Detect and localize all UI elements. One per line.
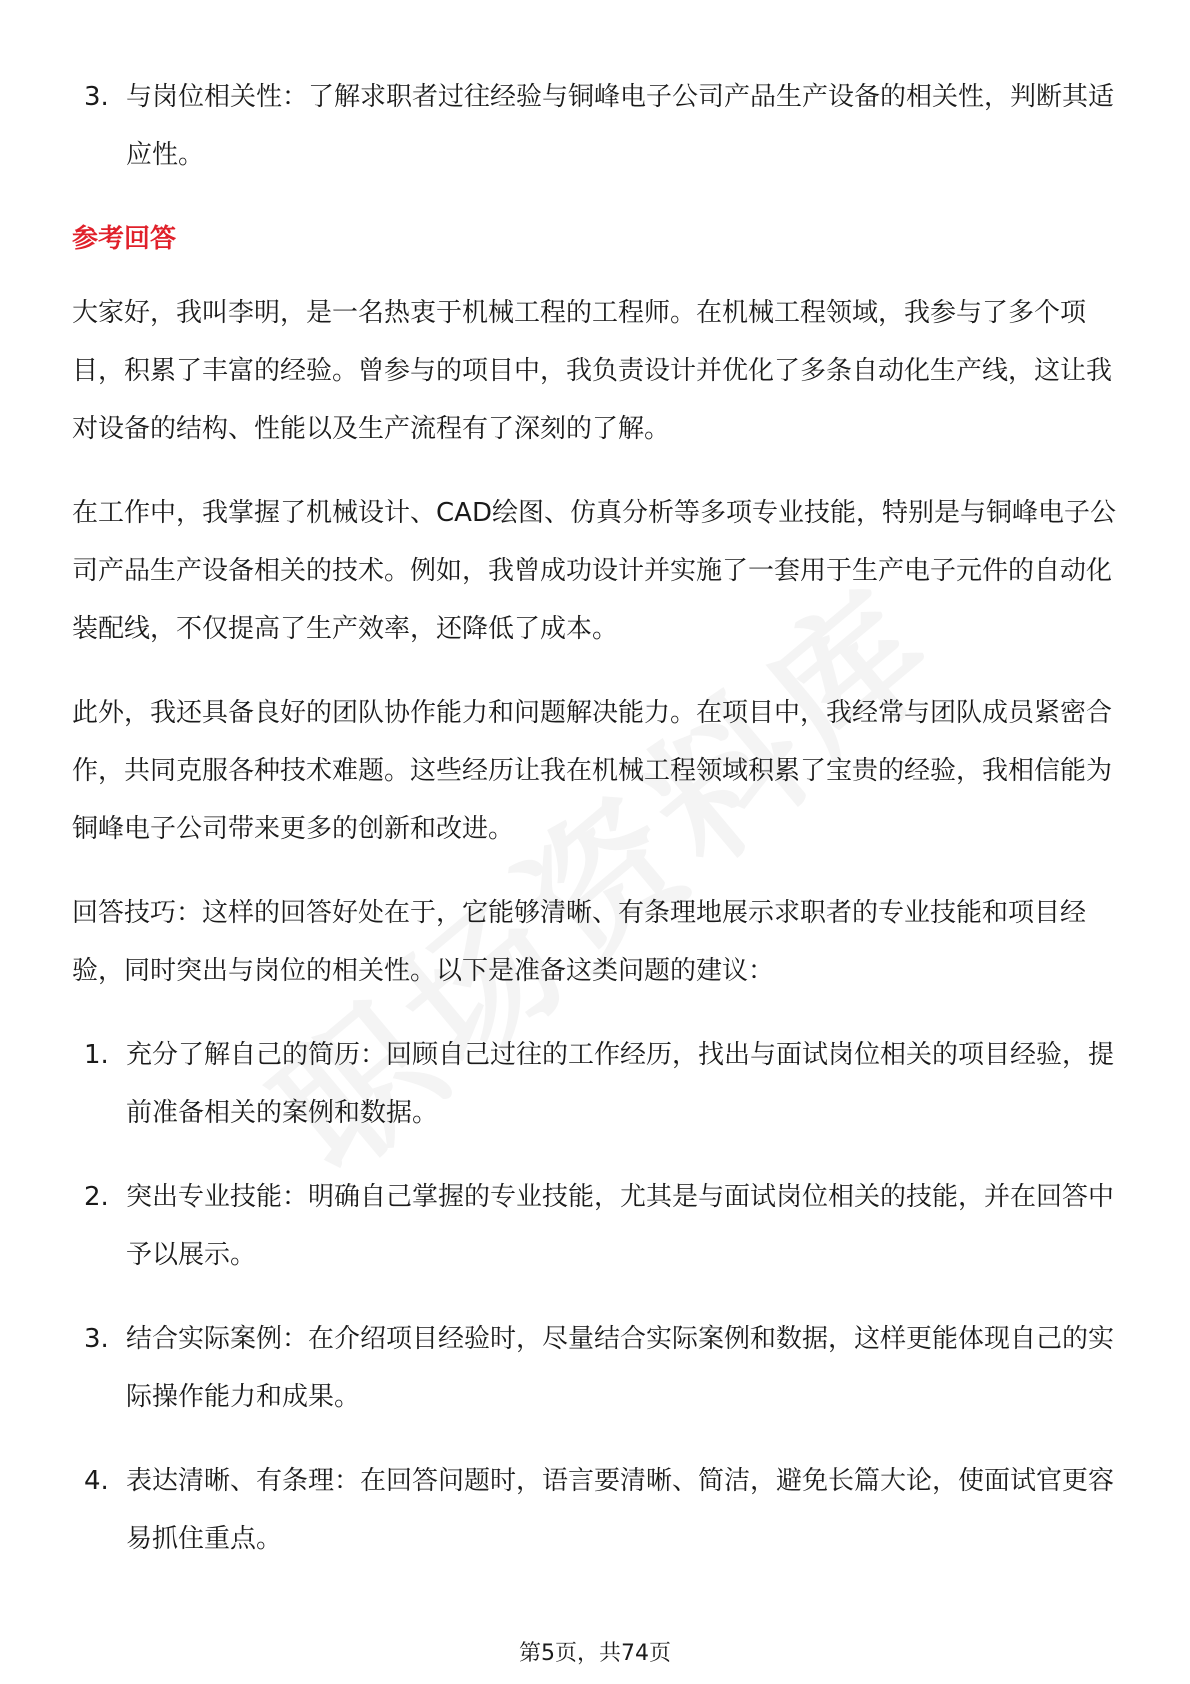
list-item [72, 68, 1132, 184]
list-number: 3. [84, 82, 109, 112]
section-title: 参考回答 [72, 224, 177, 254]
list-item [72, 1168, 1132, 1284]
list-item [72, 1452, 1132, 1568]
list-number: 3. [84, 1324, 109, 1354]
list-item [72, 1310, 1132, 1426]
list-text: 充分了解自己的简历：回顾自己过往的工作经历，找出与面试岗位相关的项目经验，提前准备相关的案例和数据。 [126, 1040, 1115, 1128]
list-number: 1. [84, 1040, 109, 1070]
list-text: 突出专业技能：明确自己掌握的专业技能，尤其是与面试岗位相关的技能，并在回答中予以展示。 [126, 1182, 1115, 1270]
list-text: 结合实际案例：在介绍项目经验时，尽量结合实际案例和数据，这样更能体现自己的实际操作能力和成果。 [126, 1324, 1115, 1412]
document-body [72, 68, 1132, 1594]
paragraph: 在工作中，我掌握了机械设计、CAD绘图、仿真分析等多项专业技能，特别是与铜峰电子公司产品生产设备相关的技术。例如，我曾成功设计并实施了一套用于生产电子元件的自动化装配线，不仅提高了生产效率，还降低了成本。 [72, 498, 1116, 644]
list-item [72, 1026, 1132, 1142]
list-number: 4. [84, 1466, 109, 1496]
list-text: 表达清晰、有条理：在回答问题时，语言要清晰、简洁，避免长篇大论，使面试官更容易抓住重点。 [126, 1466, 1115, 1554]
list-number: 2. [84, 1182, 109, 1212]
paragraph: 此外，我还具备良好的团队协作能力和问题解决能力。在项目中，我经常与团队成员紧密合作，共同克服各种技术难题。这些经历让我在机械工程领域积累了宝贵的经验，我相信能为铜峰电子公司带来更多的创新和改进。 [72, 698, 1113, 844]
answer-tips-intro: 回答技巧：这样的回答好处在于，它能够清晰、有条理地展示求职者的专业技能和项目经验，同时突出与岗位的相关性。以下是准备这类问题的建议： [72, 898, 1087, 986]
page-footer: 第5页，共74页 [519, 1641, 671, 1666]
list-text: 与岗位相关性：了解求职者过往经验与铜峰电子公司产品生产设备的相关性，判断其适应性。 [126, 82, 1115, 170]
paragraph: 大家好，我叫李明，是一名热衷于机械工程的工程师。在机械工程领域，我参与了多个项目，积累了丰富的经验。曾参与的项目中，我负责设计并优化了多条自动化生产线，这让我对设备的结构、性能以及生产流程有了深刻的了解。 [72, 298, 1113, 444]
